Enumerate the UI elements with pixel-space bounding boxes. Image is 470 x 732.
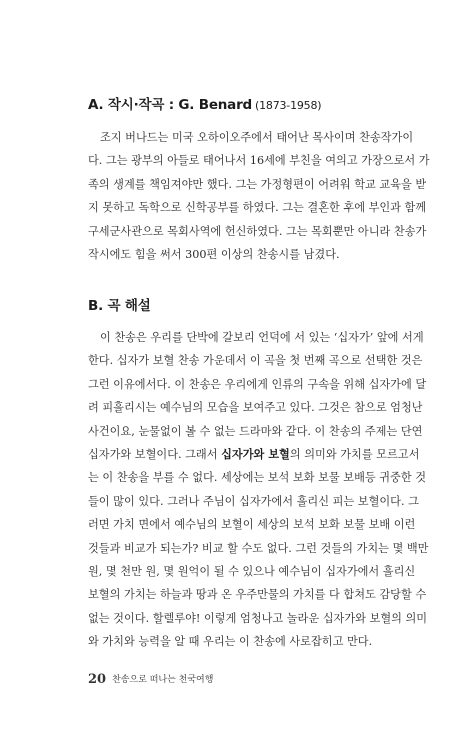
paragraph-line: 작시에도 힘을 써서 300편 이상의 찬송시를 남겼다. (88, 248, 340, 262)
paragraph-line: 조지 버나드는 미국 오하이오주에서 태어난 목사이며 찬송작가이 (100, 131, 414, 144)
paragraph-line: 그런 이유에서다. 이 찬송은 우리에게 인류의 구속을 위해 십자가에 달 (88, 377, 427, 391)
paragraph-line: 원, 몇 천만 원, 몇 원억이 될 수 있으나 예수님이 십자가에서 흘리신 (88, 565, 416, 579)
section-a-years: (1873-1958) (255, 99, 322, 112)
section-a-paragraph (88, 126, 430, 266)
paragraph-line: 한다. 십자가 보혈 찬송 가운데서 이 곡을 첫 번째 곡으로 선택한 것은 (88, 354, 423, 368)
paragraph-line: 지 못하고 독학으로 신학공부를 하였다. 그는 결혼한 후에 부인과 함께 (88, 201, 427, 215)
paragraph-line: 이 찬송은 우리를 단박에 갈보리 언덕에 서 있는 ‘십자가’ 앞에 서게 (100, 331, 424, 344)
page-number: 20 (88, 672, 107, 687)
paragraph-line: 려 피흘리시는 예수님의 모습을 보여주고 있다. 그것은 참으로 엄청난 (88, 401, 423, 415)
page-footer (88, 668, 213, 687)
line-tail: 의 의미와 가치를 모르고서 (289, 448, 420, 462)
paragraph-line: 사건이요, 눈물없이 볼 수 없는 드라마와 같다. 이 찬송의 주제는 단연 (88, 424, 423, 438)
paragraph-line: 것들과 비교가 되는가? 비교 할 수도 없다. 그런 것들의 가치는 몇 백만 (88, 541, 429, 555)
section-a-heading (88, 93, 321, 113)
paragraph-line: 다. 그는 광부의 아들로 태어나서 16세에 부친을 여의고 가장으로서 가 (88, 154, 430, 168)
emphasis-text: 십자가와 보혈 (221, 447, 290, 462)
paragraph-line: 러면 가치 면에서 예수님의 보혈이 세상의 보석 보화 보물 보배 이런 (88, 518, 416, 532)
paragraph-line: 구세군사관으로 목회사역에 헌신하였다. 그는 목회뿐만 아니라 찬송가 (88, 224, 427, 238)
paragraph-line: 족의 생계를 책임져야만 했다. 그는 가정형편이 어려워 학교 교육을 받 (88, 177, 427, 191)
paragraph-line: 는 이 찬송을 부를 수 없다. 세상에는 보석 보화 보물 보배등 귀중한 것 (88, 471, 427, 485)
section-b-title: B. 곡 해설 (88, 298, 151, 314)
paragraph-line (88, 443, 420, 466)
paragraph-line: 없는 것이다. 할렐루야! 이렇게 엄청나고 놀라운 십자가와 보혈의 의미 (88, 611, 428, 625)
running-title: 찬송으로 떠나는 천국여행 (112, 675, 214, 685)
section-a-title: A. 작시·작곡 : G. Benard (88, 97, 253, 113)
line-lead: 십자가와 보혈이다. 그래서 (88, 448, 222, 462)
paragraph-line: 보혈의 가치는 하늘과 땅과 온 우주만물의 가치를 다 합쳐도 감당할 수 (88, 588, 427, 602)
section-b-paragraph (88, 326, 429, 654)
paragraph-line: 와 가치와 능력을 알 때 우리는 이 찬송에 사로잡히고 만다. (88, 635, 373, 649)
paragraph-line: 들이 많이 있다. 그러나 주님이 십자가에서 흘리신 피는 보혈이다. 그 (88, 494, 419, 508)
section-b-heading (88, 294, 151, 314)
